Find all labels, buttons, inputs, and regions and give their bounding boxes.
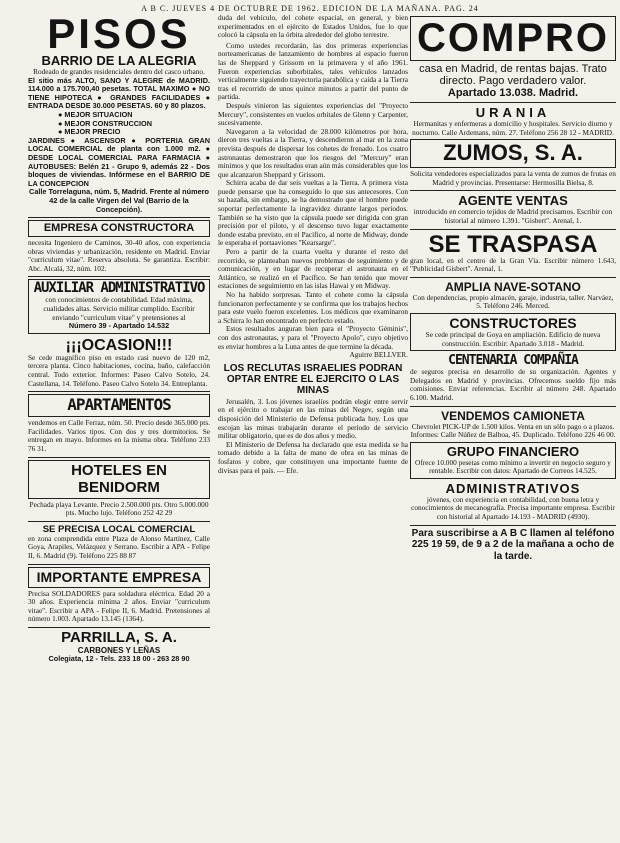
parrilla-sub: CARBONES Y LEÑAS	[77, 645, 161, 655]
article-paragraph: No ha habido sorpresas. Tanto el cohete como la cápsula funcionaron perfectamente y se confirma que los trabajos hechos para este vuelo fueron excelentes. Los médicos que examinaron a Schirra lo han encontrado en perfecto estado.	[218, 290, 408, 325]
article-intro: duda del vehículo, del cohete espacial, en general, y bien experimentados en el ejército de Estados Unidos, fue lo que colocó la cápsula en la órbita alrededor del globo terrestre.	[218, 14, 408, 40]
article2-headline: LOS RECLUTAS ISRAELIES PODRAN OPTAR ENTRE EL EJERCITO O LAS MINAS	[223, 362, 403, 396]
urania-body: Hermanitas y enfermeras a domicilio y hospitales. Servicio diurno y nocturno. Calle Ardemans, núm. 27. Teléfono 256 28 12 - MADRID.	[412, 119, 614, 137]
agente-title: AGENTE VENTAS	[458, 193, 568, 209]
column-left	[28, 14, 210, 664]
zumos-body: Solicita vendedores especializados para la venta de zumos de frutas en Madrid y provincias. Presentarse: Hermosilla Bielsa, 8.	[410, 169, 616, 187]
ad-auxiliar	[28, 279, 210, 333]
article-paragraph: Navegaron a la velocidad de 28.000 kilómetros por hora, dieron tres vueltas a la Tierra, y descendieron al mar en la zona prevista después de dispersar los cohetes de frenado. Los cuatro astronautas demostraron que los riesgos del "Mercury" eran mínimos y que los resultados eran aún más considerables que los que alcanzaron Sheppard y Grissom.	[218, 126, 408, 179]
local-body: en zona comprendida entre Plaza de Alonso Martínez, Calle Goya, Arapiles, Velázquez y Serrano. Escribir a APA - Felipe II, 6. Madrid (9). Teléfono 225 88 87	[28, 533, 210, 560]
pisos-details: JARDINES ● ASCENSOR ● PORTERIA GRAN LOCAL COMERCIAL de planta con 1.000 m2. ● DESDE LOCAL COMERCIAL PARA FARMACIA ● AUTOBUSES: Belén 21 - Grupo 9, además 22 - Dos bloques de viviendas. Infórmese en el BARRIO DE LA CONCEPCION	[28, 135, 210, 188]
compro-body: casa en Madrid, de rentas bajas. Trato directo. Pago verdadero valor.	[419, 63, 607, 87]
article-signature: Aguirre BELLVER.	[349, 350, 408, 360]
apartamentos-title: APARTAMENTOS	[67, 395, 171, 415]
constructores-body: Se cede principal de Goya en ampliación. Edificio de nueva construcción. Escribir: Apartado 3.018 - Madrid.	[425, 329, 601, 348]
local-title: SE PRECISA LOCAL COMERCIAL	[42, 523, 196, 535]
pisos-bullet: ● MEJOR PRECIO	[58, 127, 121, 137]
empresa-title: EMPRESA CONSTRUCTORA	[43, 222, 195, 235]
hoteles-body: Pechada playa Levante. Precio 2.500.000 pts. Otro 5.000.000 pts. Mucho lujo. Teléfono 252 42 29	[29, 499, 209, 518]
ad-empresa-constructora	[28, 220, 210, 237]
importante-title: IMPORTANTE EMPRESA	[36, 568, 202, 585]
urania-title: URANIA	[475, 105, 551, 120]
ocasion-body: Se cede magnífico piso en estado casi nuevo de 120 m2, tercera planta. Cinco habitaciones, cocina, baño, calefacción central. Todo exterior. Informes: Paseo Calvo Sotelo, 24. Castellana, 14. Teléfono. Paseo Calvo Sotelo 34. Entreplanta.	[28, 352, 210, 388]
zumos-title: ZUMOS, S. A.	[443, 140, 583, 166]
empresa-body: necesita Ingeniero de Caminos, 30-40 años, con experiencia obras viviendas y urbanización, residente en Madrid. Enviar "curriculum vitae". Reserva absoluta. Se garantiza. Escribir: Abc. Alcalá, 32, núm. 102.	[28, 238, 210, 273]
pisos-intro: Rodeado de grandes residenciales dentro del casco urbano.	[33, 67, 205, 76]
abc-subscription: Para suscribirse a A B C llamen al teléfono 225 19 59, de 9 a 2 de la mañana a ocho de la tarde.	[411, 527, 615, 562]
centenaria-title: CENTENARIA COMPAÑIA	[448, 353, 578, 369]
parrilla-body: Colegiata, 12 - Tels. 233 18 00 - 263 28 90	[48, 653, 190, 663]
column-right	[410, 14, 616, 839]
ad-hoteles	[28, 460, 210, 499]
compro-title: COMPRO	[417, 16, 609, 60]
ad-zumos	[410, 139, 616, 168]
ad-compro	[410, 16, 616, 61]
hoteles-title: HOTELES EN BENIDORM	[71, 461, 167, 496]
auxiliar-title: AUXILIAR ADMINISTRATIVO	[33, 280, 205, 297]
nave-title: AMPLIA NAVE-SOTANO	[445, 279, 581, 294]
page-header: A B C. JUEVES 4 DE OCTUBRE DE 1962. EDICION DE LA MAÑANA. PAG. 24	[141, 4, 479, 13]
admin-title: ADMINISTRATIVOS	[445, 480, 581, 496]
pisos-bullet: ● MEJOR CONSTRUCCION	[58, 118, 153, 128]
article-paragraph: Schirra acaba de dar seis vueltas a la Tierra. A primera vista puede pensarse que ha conseguido lo que sus antecesores. Con su hazaña, sin embargo, se ha demostrado que el hombre puede soportar perfectamente la ingravidez durante largos períodos. También se ha visto que la cápsula puede ser dirigida con gran precisión por el piloto, y el descenso tuvo lugar exactamente donde estaba previsto, en el Pacífico, al norte de Midway, donde le esperaba el portaaviones "Kearsarge".	[218, 178, 408, 248]
article-paragraph: Pero a partir de la cuarta vuelta y durante el resto del recorrido, se planteaban nuevos problemas de seguimiento y de comunicación, y en lugar de recuperar el astronauta en el Atlántico, se realizó en el Pacífico. Se han tenido que mover estaciones de seguimiento en las islas Hawai y en Midway.	[218, 247, 408, 291]
pisos-prices: El sitio más ALTO, SANO Y ALEGRE de MADRID. 114.000 a 175.700,40 pesetas. TOTAL MAXIMO ● NO TIENE HIPOTECA ● GRANDES FACILIDADES ● ENTRADA DESDE 30.000 PESETAS. 60 y 80 plazos.	[28, 75, 210, 111]
constructores-title: CONSTRUCTORES	[449, 314, 577, 331]
pisos-address: Calle Torrelaguna, núm. 5, Madrid. Frente al número 42 de la calle Virgen del Val (Barrio de la Concepción).	[29, 187, 209, 214]
ad-apartamentos	[28, 394, 210, 417]
pisos-subtitle: BARRIO DE LA ALEGRIA	[41, 53, 197, 68]
ad-grupo-financiero	[410, 442, 616, 479]
camioneta-body: Chevrolet PICK-UP de 1.500 kilos. Venta en un sólo pago o a plazos. Informes: Calle Núñez de Balboa, 45. Duplicado. Teléfono 226 46 00.	[410, 421, 616, 440]
pisos-bullet: ● MEJOR SITUACION	[58, 109, 133, 119]
grupo-title: GRUPO FINANCIERO	[446, 443, 580, 459]
article-paragraph: Estos resultados auguran bien para el "Proyecto Géminis", con dos astronautas, y para el "Proyecto Apolo", cuyo objetivo es enviar hombres a la Luna antes de que termine la década.	[218, 324, 408, 351]
apartamentos-body: vendemos en Calle Ferraz, núm. 50. Precio desde 365.000 pts. Facilidades. Varios tipos. Con dos y tres dormitorios. Se entregan en mayo. Informes en la misma obra. Teléfono 233 76 31.	[28, 418, 210, 453]
auxiliar-footer: Número 39 - Apartado 14.532	[68, 321, 170, 331]
importante-body: Precisa SOLDADORES para soldadura eléctrica. Edad 20 a 30 años. Experiencia mínima 2 años. Enviar "curriculum vitae". Escribir a APA - Felipe II, 6. Madrid. Pretensiones al número 1.003. Apartado 13.145 (1364).	[28, 588, 210, 624]
camioneta-title: VENDEMOS CAMIONETA	[441, 408, 585, 423]
grupo-body: Ofrece 10.000 pesetas como mínimo a invertir en negocio seguro y rentable. Escribir con datos: Apartado de Correos 14.525.	[415, 457, 611, 476]
traspasa-body: gran local, en el centro de la Gran Vía. Escribir número 1.643, "Publicidad Gisbert". Arenal, 1.	[410, 255, 616, 274]
article2-paragraph: El Ministerio de Defensa ha declarado que esta medida se ha tomado debido a la falta de mano de obra en las minas de fosfatos y cobre, que constituyen una importante fuente de divisas para el país. — Efe.	[218, 439, 408, 475]
compro-apartado: Apartado 13.038. Madrid.	[447, 87, 579, 99]
article-paragraph: Como ustedes recordarán, las dos primeras experiencias norteamericanas de lanzamiento de hombres al espacio fueron las de Sheppard y Grissom en la primavera y el año 1961. Fueron experiencias suborbitales, tales vehículos lanzados verticalmente siguiendo trayectoria parabólica y caída a la Tierra tras el recorrido de unos quince minutos a partir del punto de partida.	[218, 40, 408, 102]
article-paragraph: Después vinieron las siguientes experiencias del "Proyecto Mercury", consistentes en vuelos orbitales de Glenn y Carpenter, sucesivamente.	[218, 100, 408, 128]
column-middle	[218, 14, 408, 839]
article2-paragraph: Jerusalén, 3. Los jóvenes israelíes podrán elegir entre servir en el ejército o trabajar en las minas del Negev, según una disposición del Ministerio de Defensa publicada hoy. Los que escojan las minas trabajarán durante el período de servicio militar obligatorio, que es de dos años y medio.	[218, 396, 408, 441]
nave-body: Con dependencias, propio almacén, garaje, industria, taller. Narváez, 5. Teléfono 246. Merced.	[412, 292, 614, 311]
agente-body: introducido en comercio tejidos de Madrid precisamos. Escribir con historial al número 1.391. "Gisbert". Arenal, 1.	[413, 207, 613, 225]
parrilla-title: PARRILLA, S. A.	[61, 628, 177, 646]
traspasa-title: SE TRASPASA	[428, 230, 598, 258]
ad-constructores	[410, 313, 616, 351]
pisos-title: PISOS	[47, 14, 191, 57]
ocasion-title: ¡¡¡OCASION!!!	[65, 336, 173, 354]
ad-importante	[28, 567, 210, 588]
auxiliar-body: con conocimientos de contabilidad. Edad máxima, cualidades altas. Servicio militar cumplido. Escribir enviando "curriculum vitae" y pretensiones al	[43, 295, 195, 322]
admin-body: jóvenes, con experiencia en contabilidad, con buena letra y conocimientos de mecanografía. Precisa importante empresa. Escribir con historial al Apartado 14.193 - MADRID (4930).	[411, 494, 615, 522]
centenaria-body: de seguros precisa en desarrollo de su organización. Agentes y Delegados en Madrid y provincias. Ofrecemos sueldo fijo más comisiones. Enviar referencias. Escribir al número 248. Apartado 6.100. Madrid.	[410, 367, 616, 402]
